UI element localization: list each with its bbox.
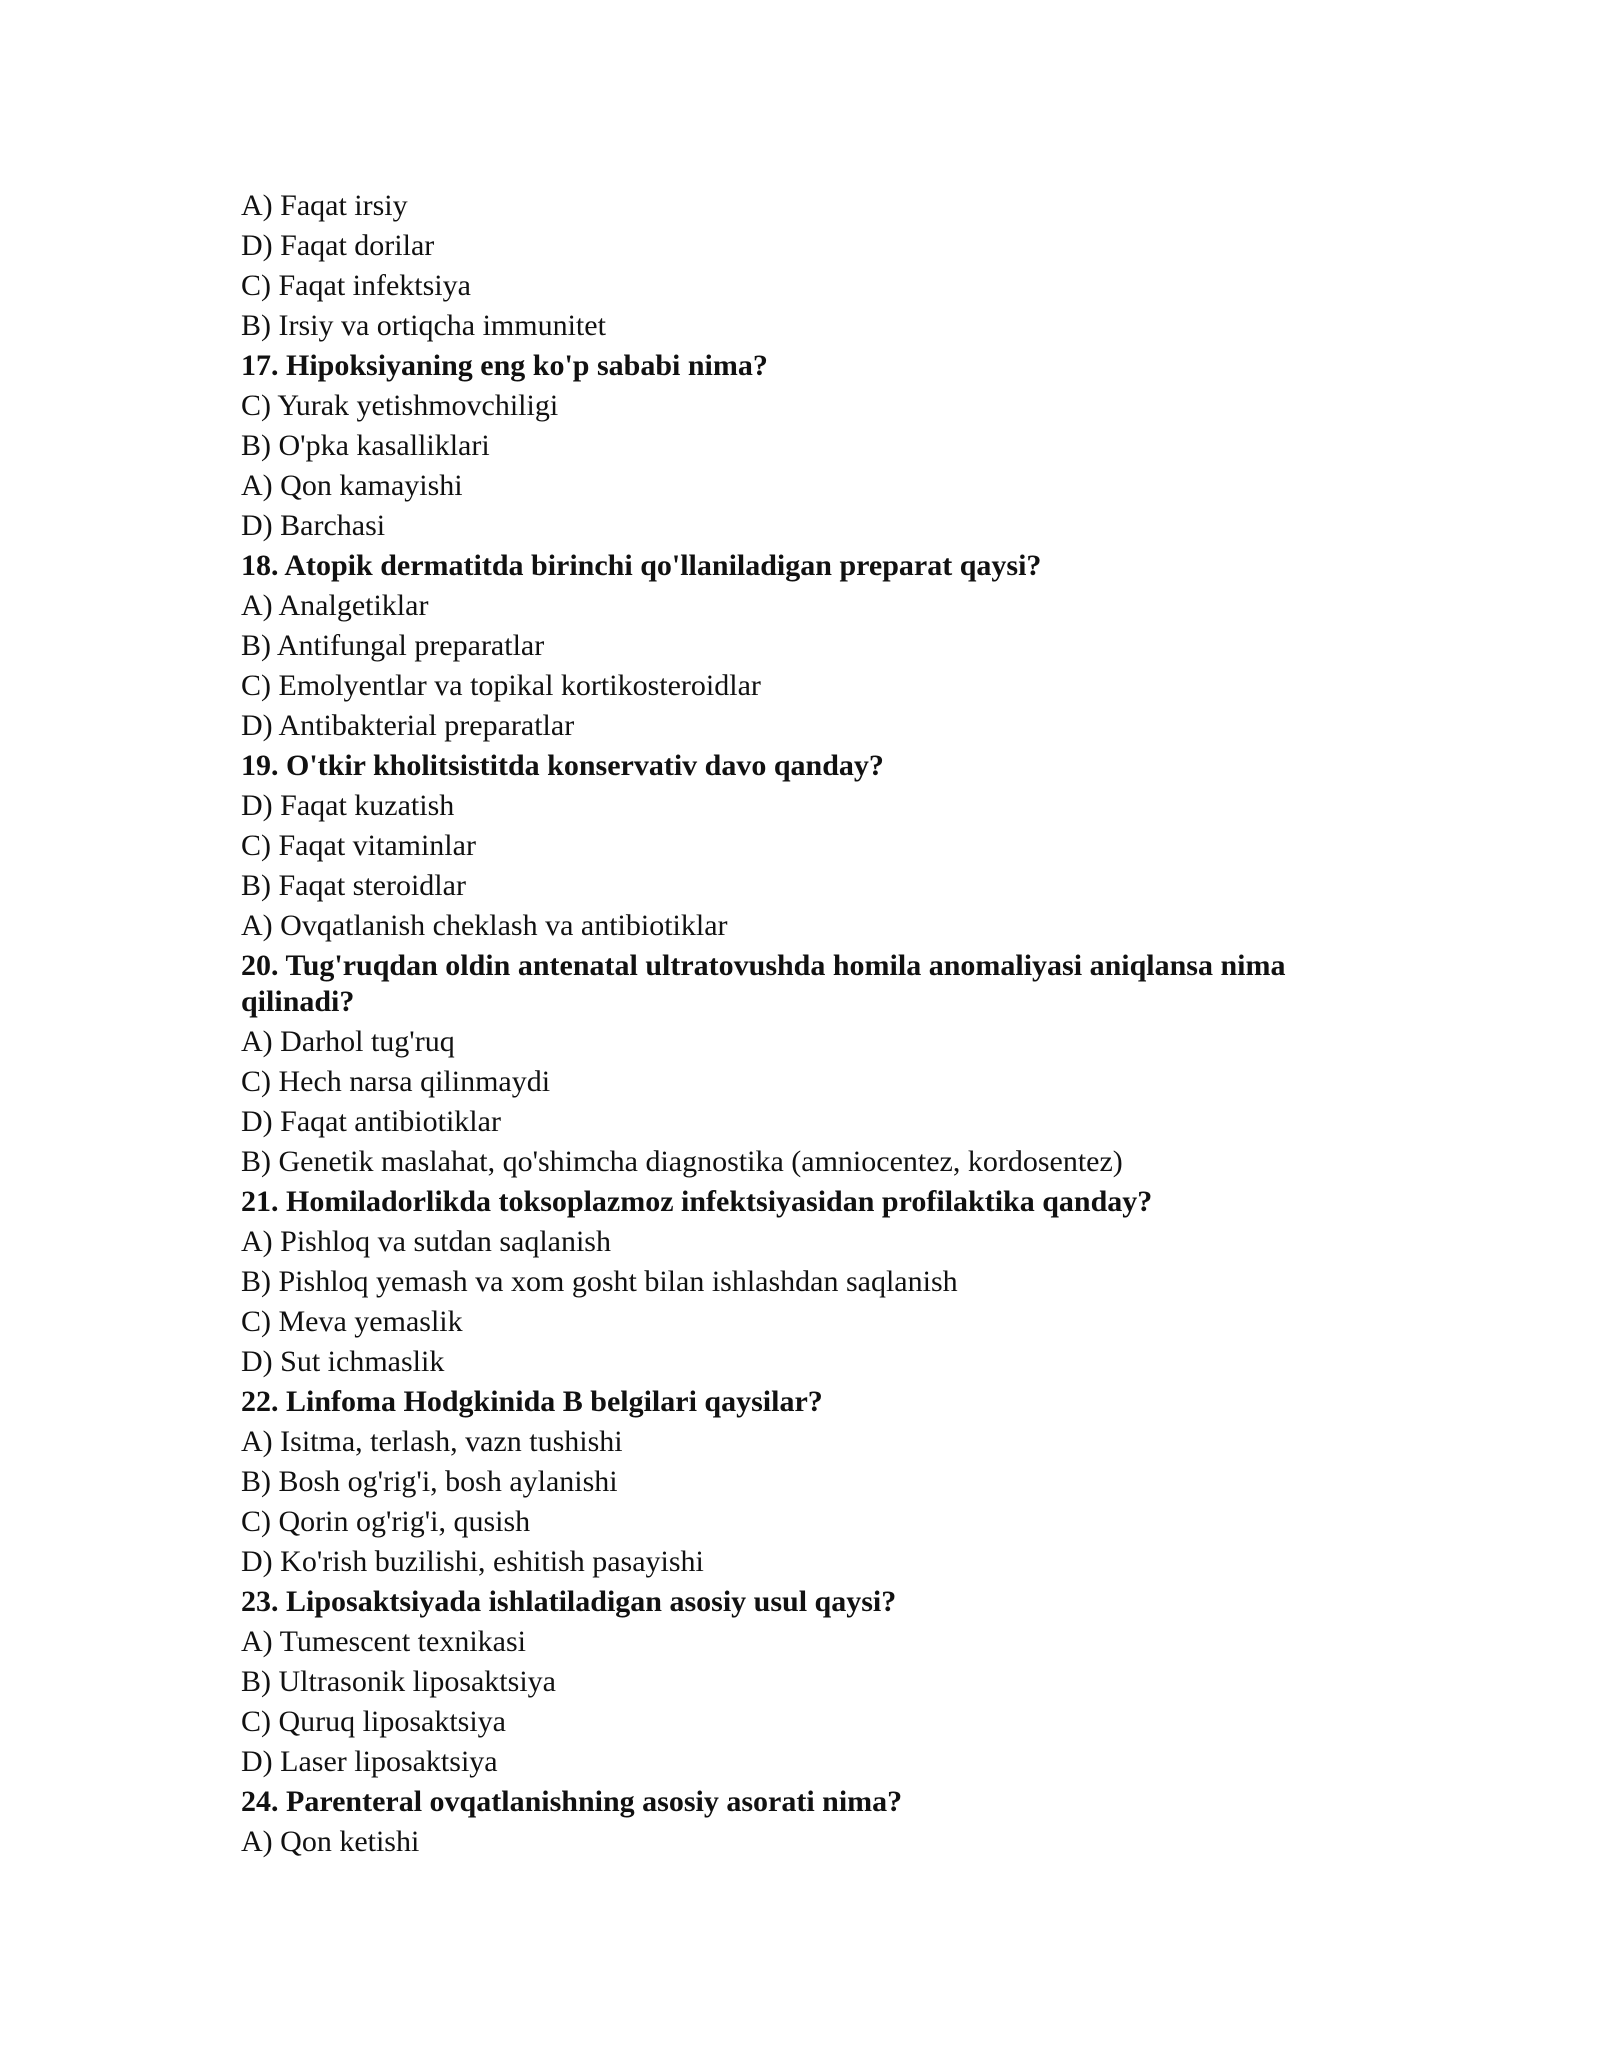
answer-option: A) Isitma, terlash, vazn tushishi <box>241 1425 623 1458</box>
question-18 <box>241 546 1371 746</box>
answer-option: D) Antibakterial preparatlar <box>241 709 575 742</box>
answer-option: B) Ultrasonik liposaktsiya <box>241 1665 556 1698</box>
answer-option: D) Barchasi <box>241 509 386 542</box>
question-title: 18. Atopik dermatitda birinchi qo'llaniladigan preparat qaysi? <box>241 549 1042 582</box>
answer-option: D) Ko'rish buzilishi, eshitish pasayishi <box>241 1545 704 1578</box>
answer-option: B) Antifungal preparatlar <box>241 629 545 662</box>
question-title: 20. Tug'ruqdan oldin antenatal ultratovushda homila anomaliyasi aniqlansa nima qilinadi? <box>241 949 1286 1018</box>
answer-option: A) Analgetiklar <box>241 589 429 622</box>
leading-answer-list <box>241 186 1371 346</box>
answer-option: D) Laser liposaktsiya <box>241 1745 498 1778</box>
quiz-content <box>241 186 1371 1862</box>
question-22 <box>241 1382 1371 1582</box>
question-24 <box>241 1782 1371 1862</box>
answer-option: C) Faqat infektsiya <box>241 269 471 302</box>
answer-option: A) Darhol tug'ruq <box>241 1025 455 1058</box>
answer-option: D) Faqat kuzatish <box>241 789 455 822</box>
question-title: 21. Homiladorlikda toksoplazmoz infektsiyasidan profilaktika qanday? <box>241 1185 1153 1218</box>
answer-option: A) Tumescent texnikasi <box>241 1625 526 1658</box>
answer-option: C) Yurak yetishmovchiligi <box>241 389 559 422</box>
question-title: 17. Hipoksiyaning eng ko'p sababi nima? <box>241 349 768 382</box>
question-19 <box>241 746 1371 946</box>
answer-option: B) Bosh og'rig'i, bosh aylanishi <box>241 1465 618 1498</box>
question-21 <box>241 1182 1371 1382</box>
answer-option: C) Quruq liposaktsiya <box>241 1705 506 1738</box>
answer-option: C) Emolyentlar va topikal kortikosteroidlar <box>241 669 761 702</box>
question-23 <box>241 1582 1371 1782</box>
answer-option: B) O'pka kasalliklari <box>241 429 490 462</box>
answer-option: A) Qon ketishi <box>241 1825 420 1858</box>
answer-option: A) Ovqatlanish cheklash va antibiotiklar <box>241 909 728 942</box>
answer-option: D) Faqat antibiotiklar <box>241 1105 501 1138</box>
question-title: 19. O'tkir kholitsistitda konservativ davo qanday? <box>241 749 884 782</box>
answer-option: B) Faqat steroidlar <box>241 869 466 902</box>
answer-option: C) Faqat vitaminlar <box>241 829 476 862</box>
answer-option: B) Pishloq yemash va xom gosht bilan ishlashdan saqlanish <box>241 1265 958 1298</box>
answer-option: B) Genetik maslahat, qo'shimcha diagnostika (amniocentez, kordosentez) <box>241 1145 1123 1178</box>
question-title: 23. Liposaktsiyada ishlatiladigan asosiy usul qaysi? <box>241 1585 897 1618</box>
answer-option: A) Pishloq va sutdan saqlanish <box>241 1225 611 1258</box>
answer-option: C) Qorin og'rig'i, qusish <box>241 1505 531 1538</box>
answer-option: A) Qon kamayishi <box>241 469 463 502</box>
question-title: 22. Linfoma Hodgkinida B belgilari qaysilar? <box>241 1385 823 1418</box>
answer-option: C) Hech narsa qilinmaydi <box>241 1065 551 1098</box>
answer-option: D) Sut ichmaslik <box>241 1345 445 1378</box>
answer-option: C) Meva yemaslik <box>241 1305 463 1338</box>
answer-option: A) Faqat irsiy <box>241 189 408 222</box>
answer-option: D) Faqat dorilar <box>241 229 435 262</box>
answer-option: B) Irsiy va ortiqcha immunitet <box>241 309 606 342</box>
question-20 <box>241 946 1371 1182</box>
question-title: 24. Parenteral ovqatlanishning asosiy asorati nima? <box>241 1785 903 1818</box>
question-17 <box>241 346 1371 546</box>
